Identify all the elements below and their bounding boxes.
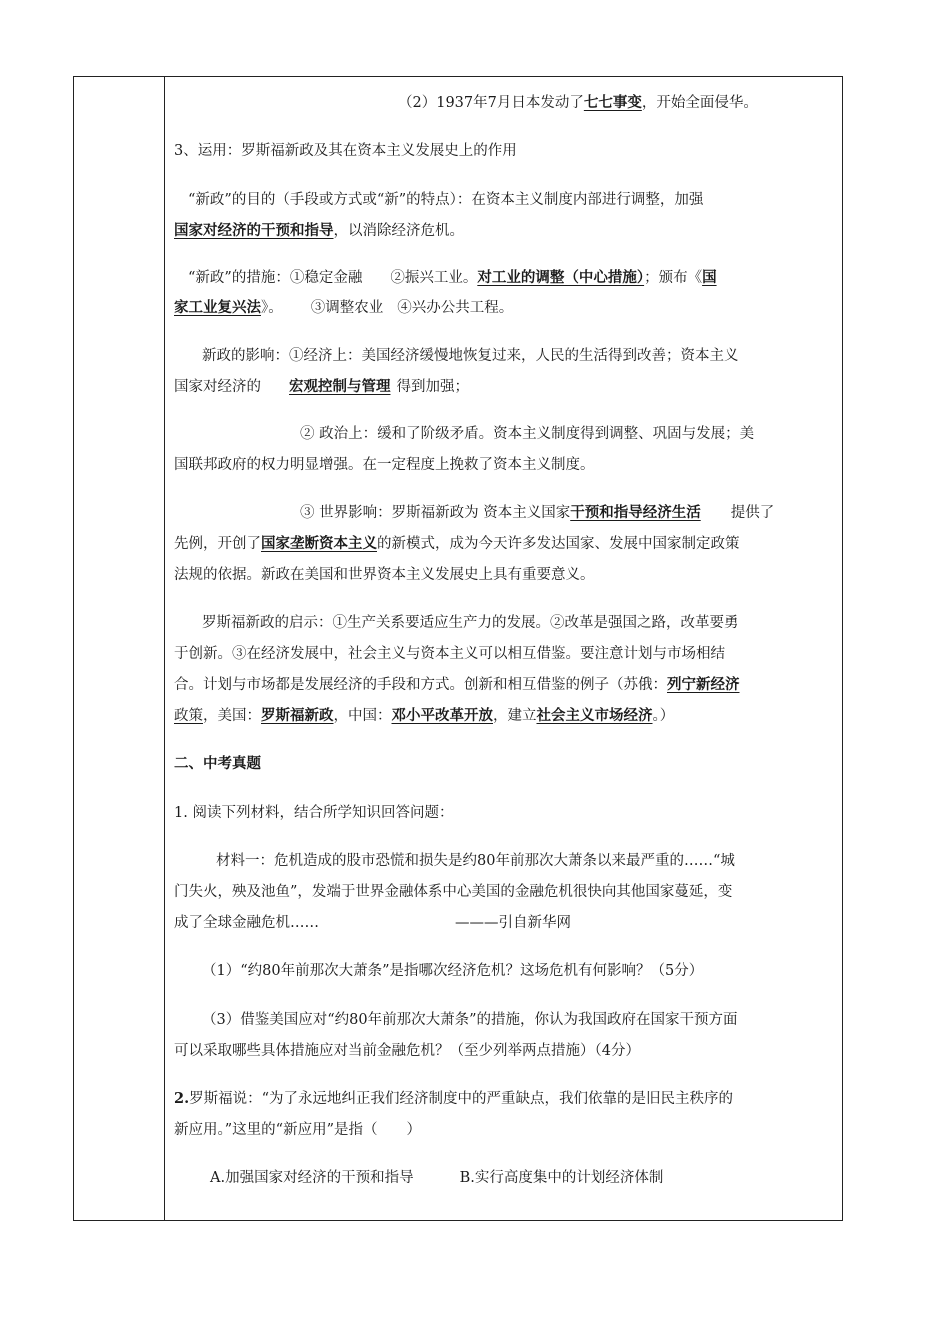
paragraph-impact-line2: 国家对经济的 宏观控制与管理 得到加强； — [174, 378, 469, 395]
section-heading-3: 3、运用：罗斯福新政及其在资本主义发展史上的作用 — [174, 143, 517, 159]
key-term-guide-economy: 干预和指导经济生活 — [570, 504, 701, 521]
option-a: A.加强国家对经济的干预和指导 — [210, 1170, 414, 1186]
left-column-cell — [74, 77, 165, 1220]
paragraph-political-line2: 国联邦政府的权力明显增强。在一定程度上挽救了资本主义制度。 — [174, 457, 595, 473]
paragraph-impact: 新政的影响：①经济上：美国经济缓慢地恢复过来，人民的生活得到改善；资本主义 — [202, 348, 739, 364]
option-b: B.实行高度集中的计划经济体制 — [459, 1170, 664, 1186]
paragraph-purpose: “新政”的目的（手段或方式或“新”的特点）：在资本主义制度内部进行调整，加强 — [188, 192, 704, 208]
question-2-line2: 新应用。”这里的“新应用”是指（ ） — [174, 1122, 421, 1138]
content-cell — [166, 77, 842, 1220]
paragraph-world-line2: 先例，开创了国家垄断资本主义的新模式，成为今天许多发达国家、发展中国家制定政策 — [174, 535, 740, 552]
question-1-part-1: （1）“约80年前那次大萧条”是指哪次经济危机？这场危机有何影响？（5分） — [202, 963, 704, 979]
key-term-qiqi-incident: 七七事变 — [583, 94, 642, 111]
key-term-state-monopoly: 国家垄断资本主义 — [261, 535, 377, 552]
paragraph-inspiration-line4: 政策，美国：罗斯福新政，中国：邓小平改革开放，建立社会主义市场经济。） — [174, 707, 675, 724]
section-heading-exam: 二、中考真题 — [174, 755, 261, 772]
key-term-state-intervention: 国家对经济的干预和指导 — [174, 222, 334, 239]
material-one-line3: 成了全球金融危机…… ———引自新华网 — [174, 915, 571, 931]
paragraph-inspiration-line2: 于创新。③在经济发展中，社会主义与资本主义可以相互借鉴。要注意计划与市场相结 — [174, 646, 725, 662]
key-term-socialist-market: 社会主义市场经济 — [536, 707, 653, 724]
question-2-options — [174, 1168, 832, 1188]
paragraph-purpose-line2: 国家对经济的干预和指导，以消除经济危机。 — [174, 222, 464, 239]
key-term-industry-adjustment: 对工业的调整（中心措施） — [477, 269, 645, 286]
material-one-line2: 门失火，殃及池鱼”，发端于世界金融体系中心美国的金融危机很快向其他国家蔓延，变 — [174, 884, 733, 900]
material-one: 材料一：危机造成的股市恐慌和损失是约80年前那次大萧条以来最严重的……“城 — [216, 853, 735, 869]
paragraph-world: ③ 世界影响：罗斯福新政为 资本主义国家干预和指导经济生活 提供了 — [300, 504, 775, 521]
paragraph-measures-line2: 家工业复兴法》。 ③调整农业 ④兴办公共工程。 — [174, 299, 514, 316]
key-term-lenin-nep: 列宁新经济 — [667, 676, 740, 693]
key-term-reform-opening: 邓小平改革开放 — [391, 707, 493, 724]
key-term-roosevelt-new-deal: 罗斯福新政 — [261, 707, 334, 724]
key-term-macro-control: 宏观控制与管理 — [289, 378, 391, 395]
material-source: ———引自新华网 — [455, 915, 571, 931]
paragraph-measures: “新政”的措施：①稳定金融 ②振兴工业。对工业的调整（中心措施）；颁布《国 — [188, 269, 717, 286]
document-table — [73, 76, 843, 1221]
paragraph-inspiration-line3: 合。计划与市场都是发展经济的手段和方式。创新和相互借鉴的例子（苏俄：列宁新经济 — [174, 676, 740, 693]
question-1-part-3-line2: 可以采取哪些具体措施应对当前金融危机？（至少列举两点措施）（4分） — [174, 1043, 640, 1059]
paragraph-inspiration: 罗斯福新政的启示：①生产关系要适应生产力的发展。②改革是强国之路，改革要勇 — [202, 615, 739, 631]
question-2: 2.罗斯福说：“为了永远地纠正我们经济制度中的严重缺点，我们依靠的是旧民主秩序的 — [174, 1090, 734, 1107]
question-1: 1. 阅读下列材料，结合所学知识回答问题： — [174, 805, 454, 821]
key-term-recovery-act: 家工业复兴法 — [174, 299, 261, 316]
question-1-part-3: （3）借鉴美国应对“约80年前那次大萧条”的措施，你认为我国政府在国家干预方面 — [202, 1012, 738, 1028]
paragraph-political: ② 政治上：缓和了阶级矛盾。资本主义制度得到调整、巩固与发展；美 — [300, 426, 755, 442]
paragraph-world-line3: 法规的依据。新政在美国和世界资本主义发展史上具有重要意义。 — [174, 567, 595, 583]
line-qiqi: （2）1937年7月日本发动了七七事变，开始全面侵华。 — [398, 94, 758, 111]
